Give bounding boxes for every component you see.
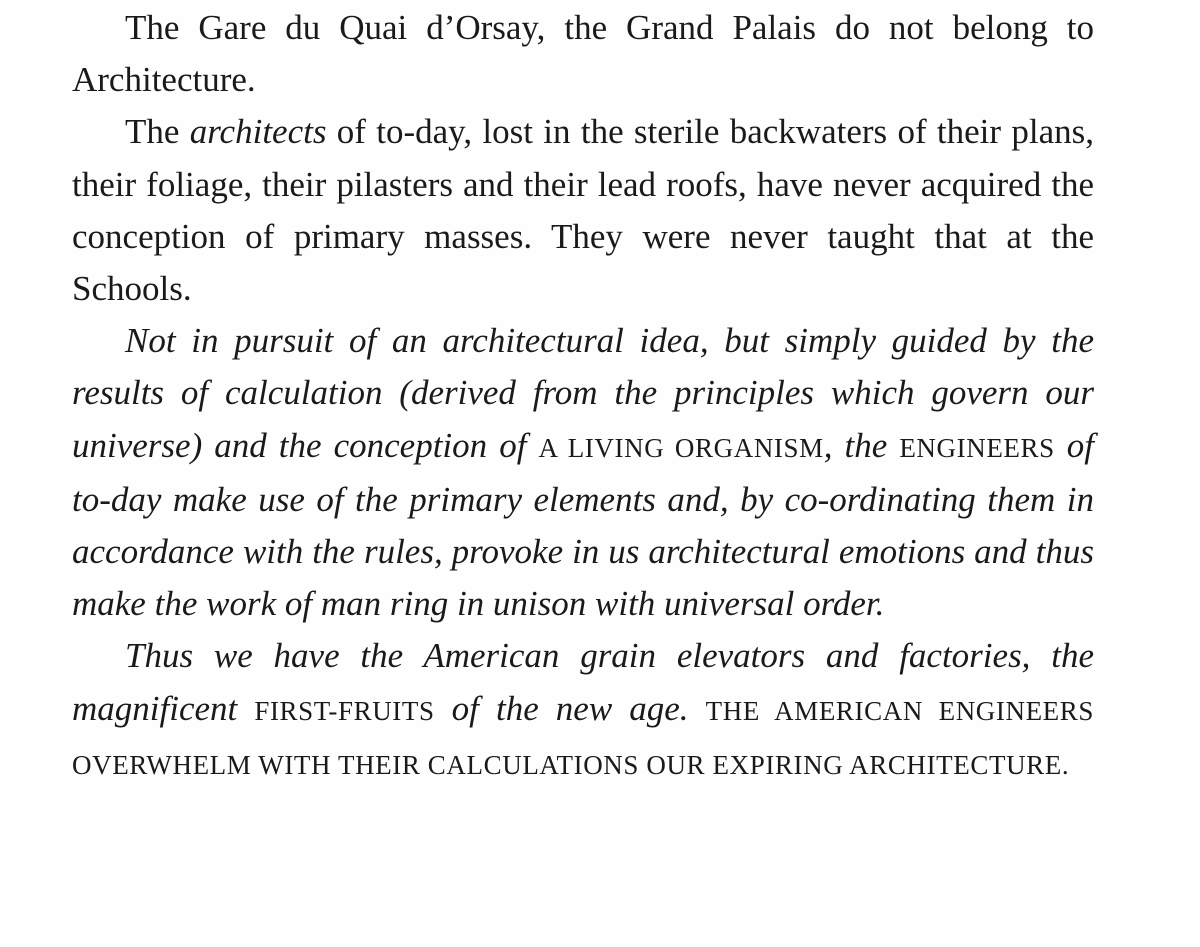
paragraph-4: [72, 630, 1094, 791]
paragraph-2-text: of to-day, lost in the sterile backwaters of their plans, their foliage, their pilasters and their lead roofs, have never acquired the conception of primary masses. They were never taught that at the Schools.: [72, 112, 1095, 309]
body-text: [72, 2, 1094, 791]
paragraph-1-text: The Gare du Quai d’Orsay, the Grand Palais do not belong to Architecture.: [72, 8, 1094, 100]
paragraph-4-lead: Thus we have the American grain elevators and factories, the magnificent: [72, 636, 1094, 728]
paragraph-3-text: of to-day make use of the primary elements and, by co-ordinating them in accordance with the rules, provoke in us architectural emotions and thus make the work of man ring in unison with universal order.: [72, 425, 1094, 624]
paragraph-3: [72, 315, 1094, 630]
paragraph-2: [72, 106, 1094, 315]
paragraph-3-smallcaps-1: A LIVING ORGANISM: [538, 432, 824, 463]
paragraph-3-smallcaps-2: ENGINEERS: [899, 432, 1055, 463]
paragraph-2-lead: The: [125, 112, 190, 152]
paragraph-3-lead: Not in pursuit of an architectural idea, but simply guided by the results of calculation (derived from the principles which govern our universe) and the conception of: [72, 321, 1094, 465]
paragraph-4-smallcaps-2: THE AMERICAN ENGINEERS OVERWHELM WITH THEIR CALCULATIONS OUR EXPIRING ARCHITECTURE.: [72, 695, 1094, 780]
paragraph-1: [72, 2, 1094, 106]
paragraph-2-emphasis: architects: [189, 112, 327, 152]
paragraph-3-joiner: , the: [823, 425, 900, 465]
paragraph-4-joiner: of the new age.: [434, 688, 706, 728]
paragraph-4-smallcaps-1: FIRST-FRUITS: [254, 695, 435, 726]
